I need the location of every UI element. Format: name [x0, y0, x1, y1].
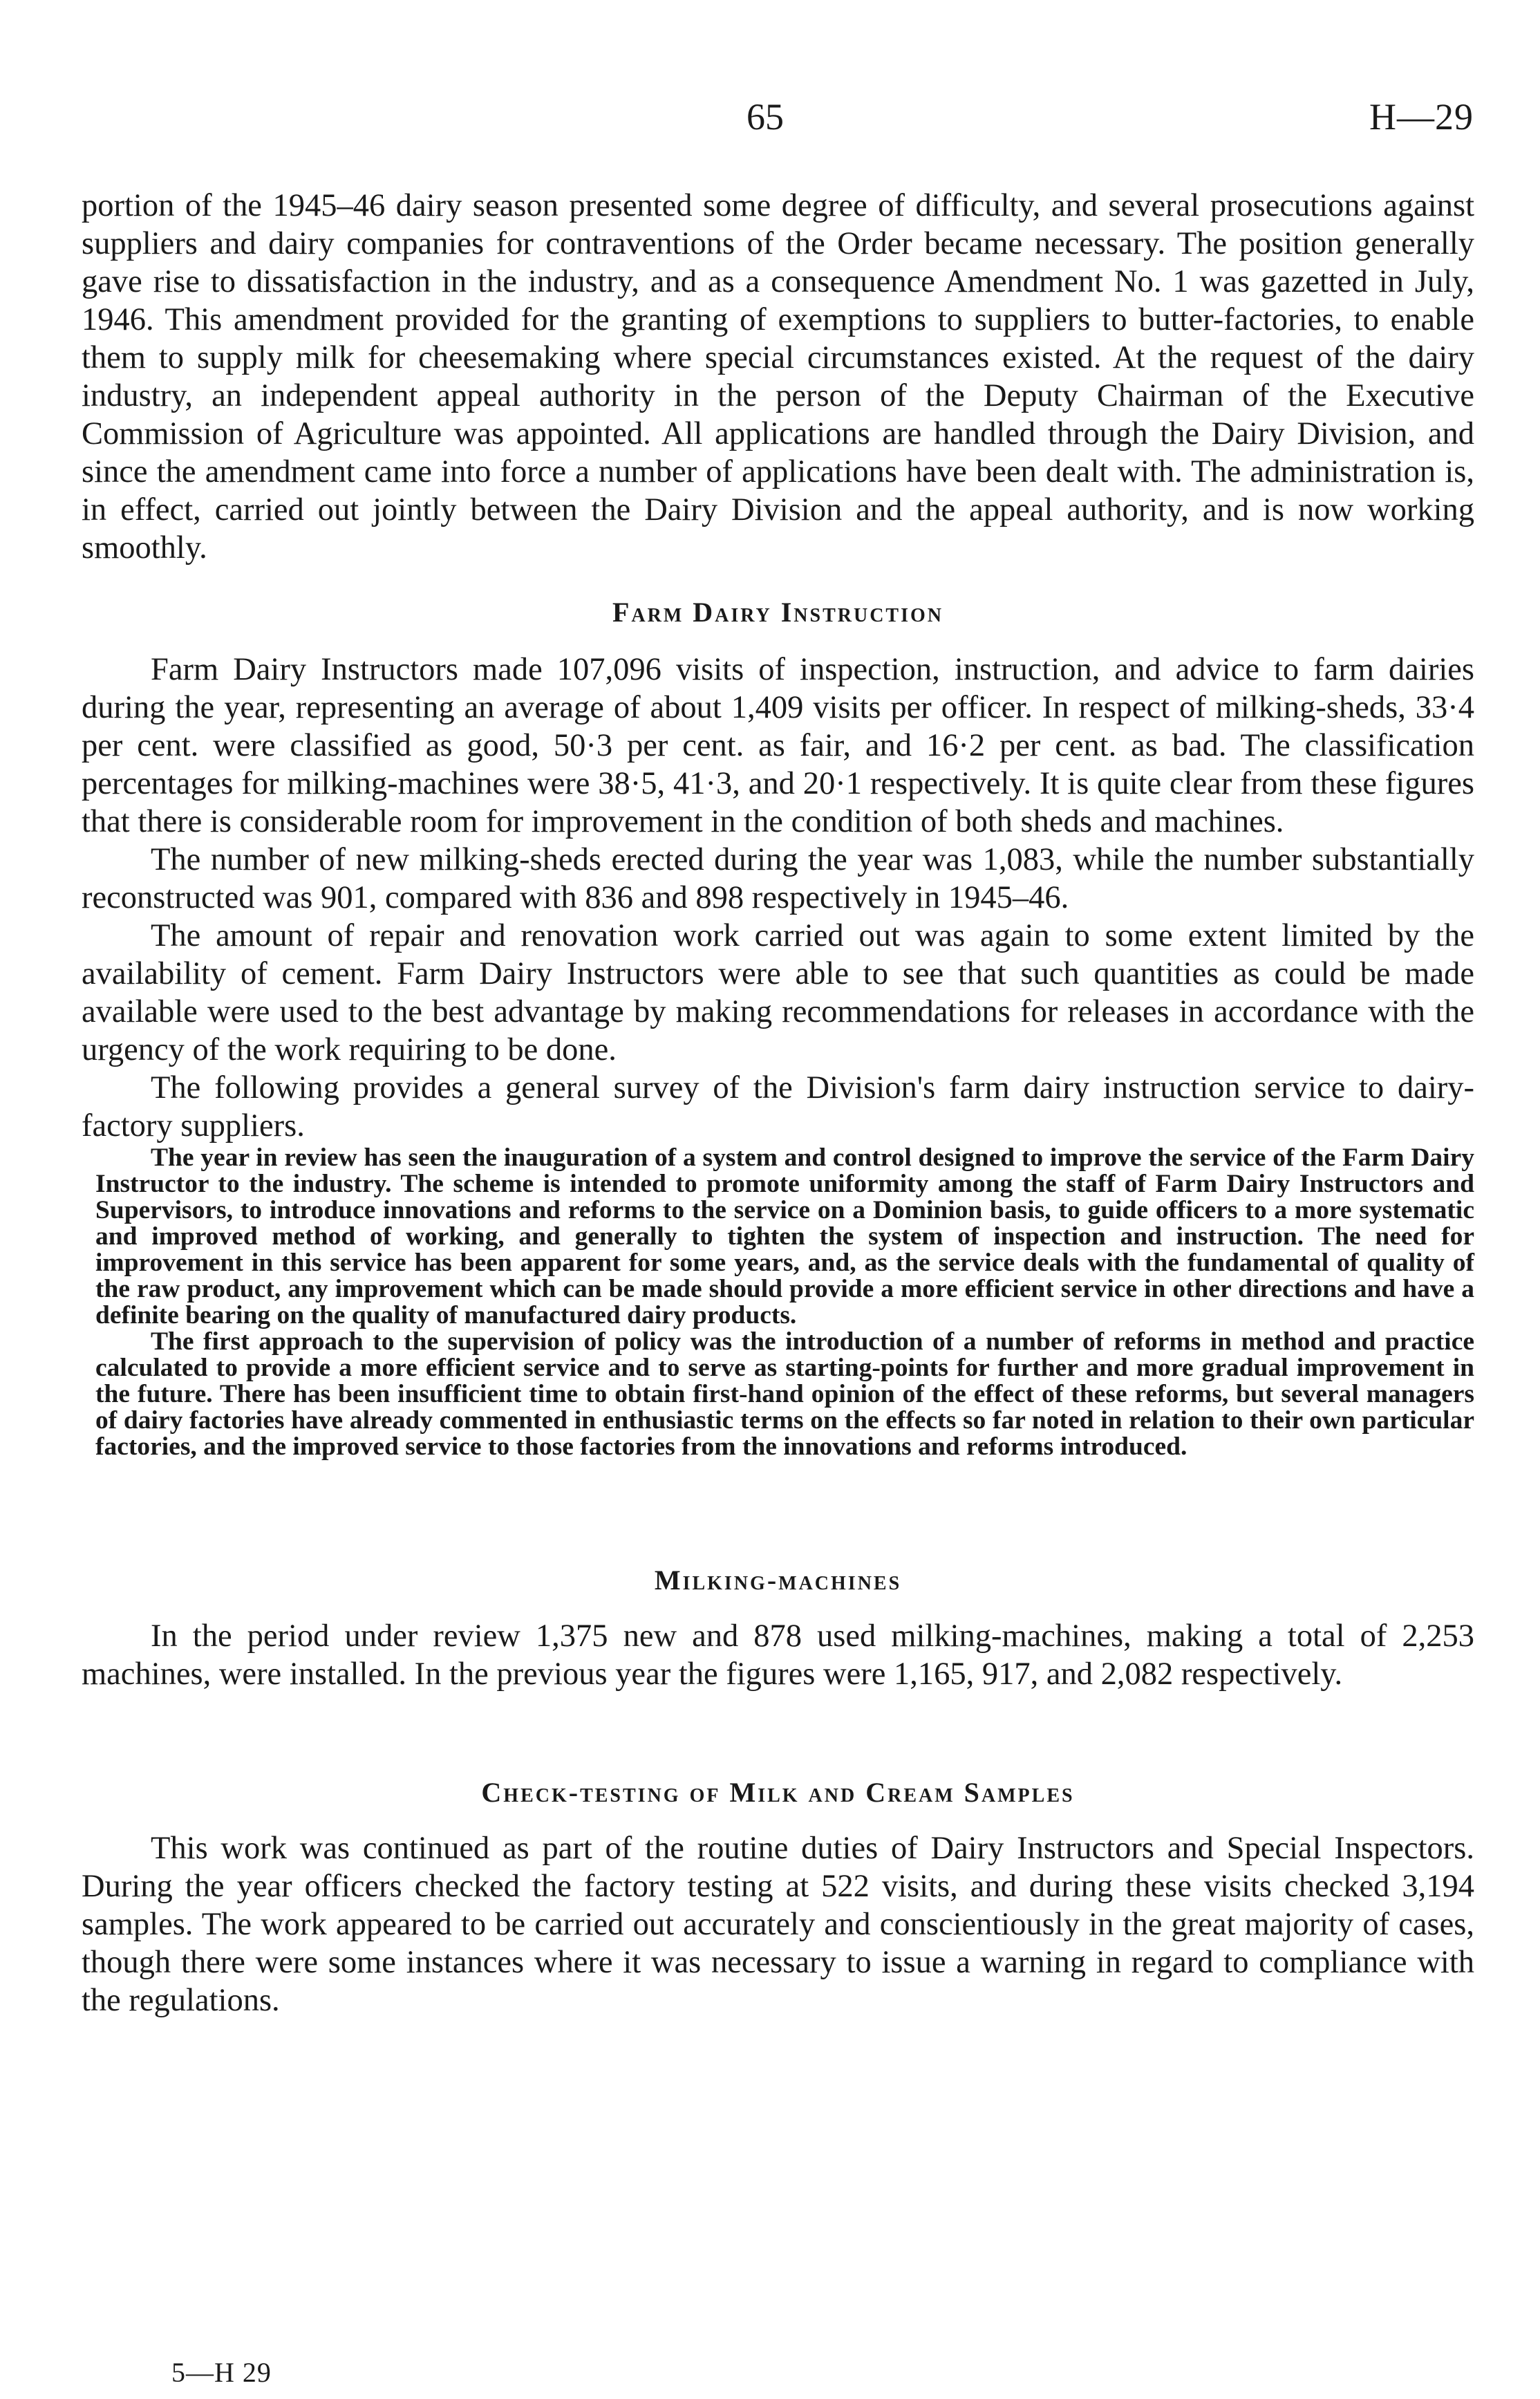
section-heading-check-testing: Check-testing of Milk and Cream Samples [481, 1777, 1075, 1808]
paragraph-survey-intro: The following provides a general survey of the Division's farm dairy instruction service to dairy-factory suppliers. [82, 1070, 1474, 1144]
page-header [0, 95, 1540, 144]
page-number: 65 [746, 96, 784, 138]
signature-reference: 5—H 29 [171, 2357, 272, 2388]
paragraph-survey-system: The year in review has seen the inauguration of a system and control designed to improve the service of the Farm Dairy Instructor to the industry. The scheme is intended to promote uniformity among the staff of Farm Dairy Instructors and Supervisors, to introduce innovations and reforms to the service on a Dominion basis, to guide officers to a more systematic and improved method of working, and generally to tighten the system of inspection and instruction. The need for improvement in this service has been apparent for some years, and, as the service deals with the fundamental of quality of the raw product, any improvement which can be made should provide a more efficient service in other directions and have a definite bearing on the quality of manufactured dairy products. [95, 1144, 1474, 1329]
document-reference: H—29 [1369, 96, 1474, 138]
paragraph-repair-renovation: The amount of repair and renovation work carried out was again to some extent limited by the availability of cement. Farm Dairy Instructors were able to see that such quantities as could be made available were used to the best advantage by making recommendations for releases in accordance with the urgency of the work requiring to be done. [82, 918, 1474, 1067]
paragraph-milking-machines: In the period under review 1,375 new and 878 used milking-machines, making a total of 2,253 machines, were installed. In the previous year the figures were 1,165, 917, and 2,082 respectively. [82, 1618, 1474, 1692]
section-heading-farm-dairy-instruction: Farm Dairy Instruction [612, 597, 944, 628]
paragraph-check-testing: This work was continued as part of the routine duties of Dairy Instructors and Special Inspectors. During the year officers checked the factory testing at 522 visits, and during these visits checked 3,194 samples. The work appeared to be carried out accurately and conscientiously in the great majority of cases, though there were some instances where it was necessary to issue a warning in regard to compliance with the regulations. [82, 1831, 1474, 2018]
paragraph-farm-dairy-visits: Farm Dairy Instructors made 107,096 visits of inspection, instruction, and advice to farm dairies during the year, representing an average of about 1,409 visits per officer. In respect of milking-sheds, 33·4 per cent. were classified as good, 50·3 per cent. as fair, and 16·2 per cent. as bad. The classification percentages for milking-machines were 38·5, 41·3, and 20·1 respectively. It is quite clear from these figures that there is considerable room for improvement in the condition of both sheds and machines. [82, 652, 1474, 839]
paragraph-intro: portion of the 1945–46 dairy season presented some degree of difficulty, and several prosecutions against suppliers and dairy companies for contraventions of the Order became necessary. The position generally gave rise to dissatisfaction in the industry, and as a consequence Amendment No. 1 was gazetted in July, 1946. This amendment provided for the granting of exemptions to suppliers to butter-factories, to enable them to supply milk for cheesemaking where special circumstances existed. At the request of the dairy industry, an independent appeal authority in the person of the Deputy Chairman of the Executive Commission of Agriculture was appointed. All applications are handled through the Dairy Division, and since the amendment came into force a number of applications have been dealt with. The administration is, in effect, carried out jointly between the Dairy Division and the appeal authority, and is now working smoothly. [82, 188, 1474, 566]
paragraph-milking-sheds: The number of new milking-sheds erected during the year was 1,083, while the number substantially reconstructed was 901, compared with 836 and 898 respectively in 1945–46. [82, 842, 1474, 915]
section-heading-milking-machines: Milking-machines [654, 1565, 902, 1596]
paragraph-survey-reforms: The first approach to the supervision of policy was the introduction of a number of reforms in method and practice calculated to provide a more efficient service and to serve as starting-points for further and more gradual improvement in the future. There has been insufficient time to obtain first-hand opinion of the effect of these reforms, but several managers of dairy factories have already commented in enthusiastic terms on the effects so far noted in relation to their own particular factories, and the improved service to those factories from the innovations and reforms introduced. [95, 1327, 1474, 1461]
page-body [82, 187, 1474, 2019]
